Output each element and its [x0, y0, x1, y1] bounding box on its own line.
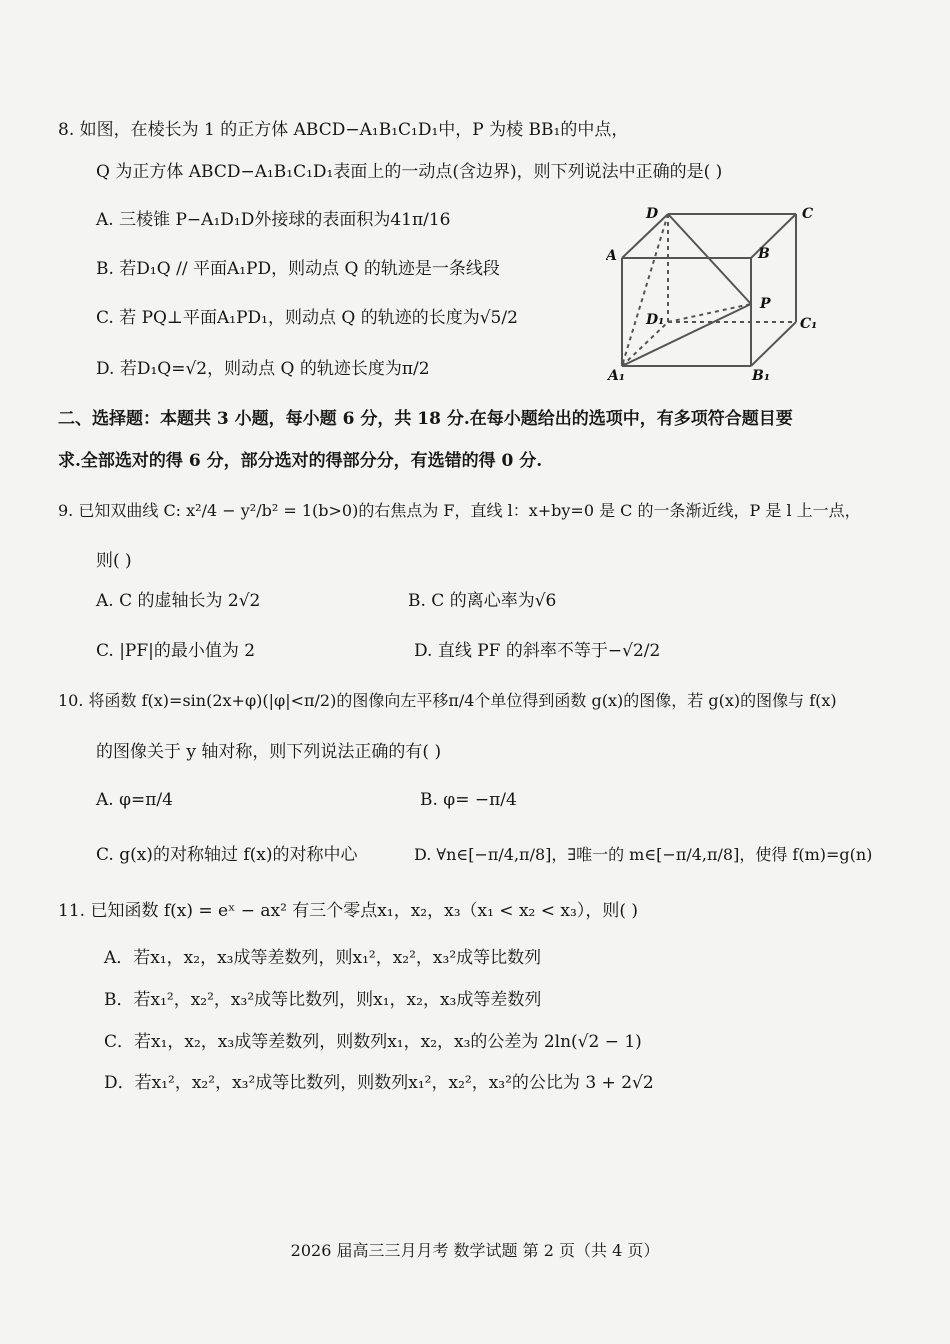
q8-option-d: D. 若D₁Q=√2，则动点 Q 的轨迹长度为π/2 — [96, 359, 430, 379]
edge-B1C1 — [751, 322, 796, 366]
label-C1: C₁ — [800, 316, 818, 332]
q9-stem-line1: 9. 已知双曲线 C: x²/4 − y²/b² = 1(b>0)的右焦点为 F，直线 l：x+by=0 是 C 的一条渐近线，P 是 l 上一点， — [58, 501, 861, 520]
label-A1: A₁ — [608, 368, 625, 382]
label-B1: B₁ — [752, 368, 770, 382]
q11-stem: 11. 已知函数 f(x) = eˣ − ax² 有三个零点x₁，x₂，x₃（x₁ < x₂ < x₃），则( ) — [58, 901, 638, 921]
segment-A1P — [622, 304, 751, 366]
label-A: A — [606, 248, 617, 264]
q11-option-a: A．若x₁，x₂，x₃成等差数列，则x₁²，x₂²，x₃²成等比数列 — [104, 948, 542, 968]
section2-instructions-line1: 二、选择题：本题共 3 小题，每小题 6 分，共 18 分.在每小题给出的选项中，有多项符合题目要 — [58, 409, 793, 429]
q9-stem-line2: 则( ) — [96, 551, 132, 571]
label-B: B — [758, 246, 770, 262]
q11-option-c: C．若x₁，x₂，x₃成等差数列，则数列x₁，x₂，x₃的公差为 2ln(√2 − 1) — [104, 1032, 642, 1052]
label-D1: D₁ — [646, 312, 665, 328]
section2-instructions-line2: 求.全部选对的得 6 分，部分选对的得部分分，有选错的得 0 分. — [58, 451, 543, 471]
q10-option-b: B. φ= −π/4 — [420, 790, 517, 810]
q9-option-b: B. C 的离心率为√6 — [408, 591, 557, 611]
q8-option-a: A. 三棱锥 P−A₁D₁D外接球的表面积为41π/16 — [96, 210, 451, 230]
q8-stem-line1: 8. 如图，在棱长为 1 的正方体 ABCD−A₁B₁C₁D₁中，P 为棱 BB₁的中点， — [58, 120, 629, 140]
q10-stem-line1: 10. 将函数 f(x)=sin(2x+φ)(|φ|<π/2)的图像向左平移π/4个单位得到函数 g(x)的图像，若 g(x)的图像与 f(x) — [58, 691, 837, 710]
q8-stem-line2: Q 为正方体 ABCD−A₁B₁C₁D₁表面上的一动点(含边界)，则下列说法中正确的是( ) — [96, 162, 723, 182]
q9-option-d: D. 直线 PF 的斜率不等于−√2/2 — [414, 641, 661, 661]
q8-option-c: C. 若 PQ⊥平面A₁PD₁，则动点 Q 的轨迹的长度为√5/2 — [96, 308, 518, 328]
q10-stem-line2: 的图像关于 y 轴对称，则下列说法正确的有( ) — [96, 742, 442, 762]
edge-AD — [622, 214, 668, 258]
page-footer: 2026 届高三三月月考 数学试题 第 2 页（共 4 页） — [290, 1241, 660, 1260]
edge-A1D1 — [622, 322, 668, 366]
q9-option-a: A. C 的虚轴长为 2√2 — [96, 591, 261, 611]
q10-option-c: C. g(x)的对称轴过 f(x)的对称中心 — [96, 845, 358, 865]
q10-option-a: A. φ=π/4 — [96, 790, 173, 810]
q10-option-d: D. ∀n∈[−π/4,π/8]，∃唯一的 m∈[−π/4,π/8]，使得 f(m)=g(n) — [414, 845, 873, 864]
segment-D1P — [668, 304, 751, 322]
q9-option-c: C. |PF|的最小值为 2 — [96, 641, 256, 661]
q11-option-d: D．若x₁²，x₂²，x₃²成等比数列，则数列x₁²，x₂²，x₃²的公比为 3 + 2√2 — [104, 1073, 654, 1093]
label-P: P — [760, 296, 771, 312]
label-D: D — [646, 206, 659, 222]
q11-option-b: B．若x₁²，x₂²，x₃²成等比数列，则x₁，x₂，x₃成等差数列 — [104, 990, 542, 1010]
cube-figure — [606, 196, 820, 382]
q8-option-b: B. 若D₁Q // 平面A₁PD，则动点 Q 的轨迹是一条线段 — [96, 259, 500, 279]
label-C: C — [802, 206, 814, 222]
